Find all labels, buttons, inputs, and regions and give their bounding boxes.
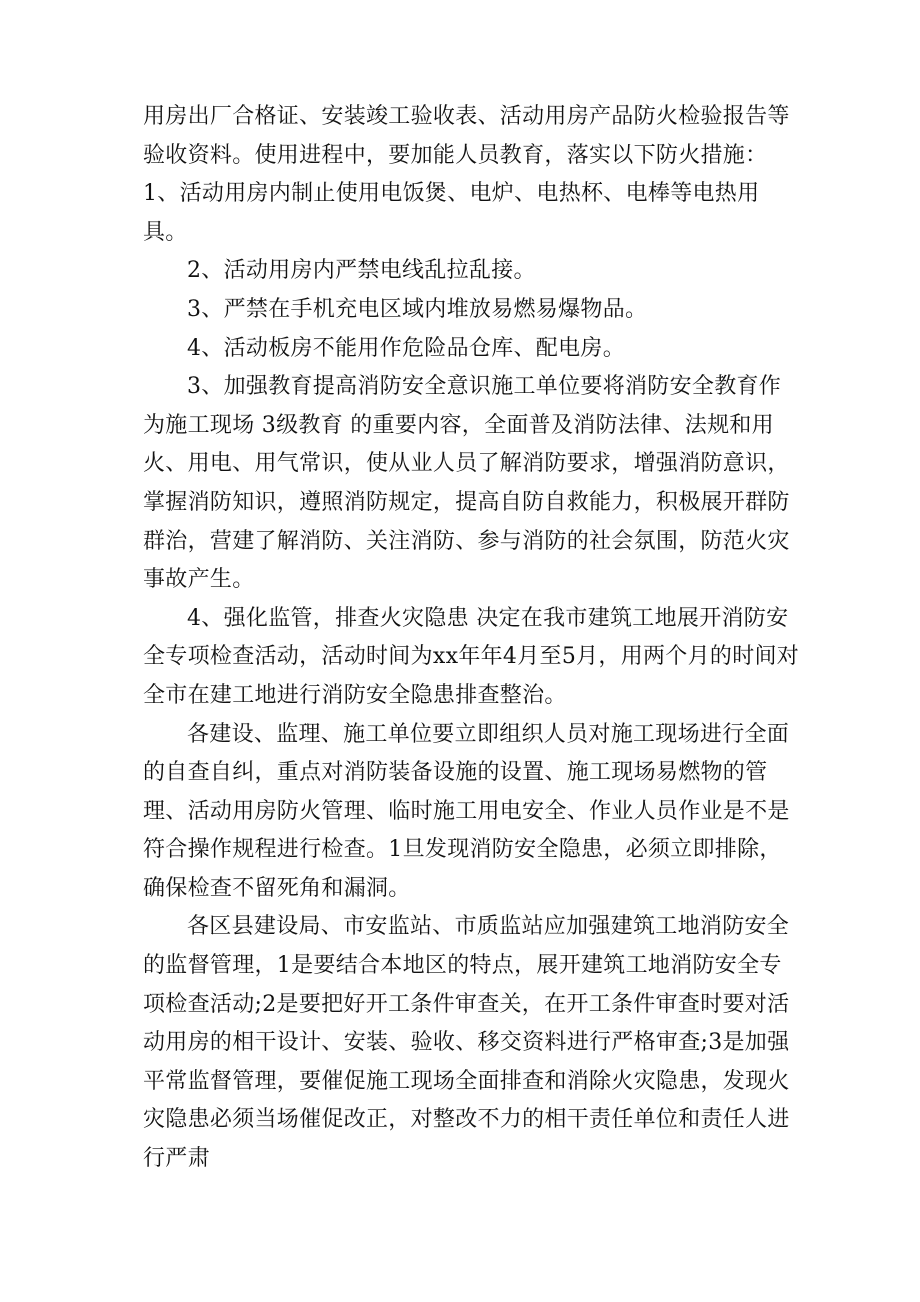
- paragraph-supervision: 4、强化监管，排查火灾隐患 决定在我市建筑工地展开消防安全专项检查活动，活动时间为xx年年4月至5月，用两个月的时间对全市在建工地进行消防安全隐患排查整治。: [143, 605, 800, 708]
- paragraph-education: 3、加强教育提高消防安全意识施工单位要将消防安全教育作为施工现场 3级教育 的重要内容，全面普及消防法律、法规和用火、用电、用气常识，使从业人员了解消防要求，增强消防意识，掌握消防知识，遵照消防规定，提高自防自救能力，积极展开群防群治，营建了解消防、关注消防、参与消防的社会氛围，防范火灾事故产生。: [143, 374, 790, 593]
- document-body: [143, 98, 803, 1179]
- paragraph-continuation: 用房出厂合格证、安装竣工验收表、活动用房产品防火检验报告等验收资料。使用进程中，要加能人员教育，落实以下防火措施： 1、活动用房内制止使用电饭煲、电炉、电热杯、电棒等电热用具。: [143, 104, 790, 245]
- paragraph-self-inspection: 各建设、监理、施工单位要立即组织人员对施工现场进行全面的自查自纠，重点对消防装备设施的设置、施工现场易燃物的管理、活动用房防火管理、临时施工用电安全、作业人员作业是不是符合操作规程进行检查。1旦发现消防安全隐患，必须立即排除，确保检查不留死角和漏洞。: [143, 721, 790, 901]
- paragraph-item-2: 2、活动用房内严禁电线乱拉乱接。: [187, 258, 536, 284]
- paragraph-item-3: 3、严禁在手机充电区域内堆放易燃易爆物品。: [187, 296, 648, 322]
- paragraph-item-4: 4、活动板房不能用作危险品仓库、配电房。: [187, 335, 625, 361]
- paragraph-district-oversight: 各区县建设局、市安监站、市质监站应加强建筑工地消防安全的监督管理，1是要结合本地区的特点，展开建筑工地消防安全专项检查活动;2是要把好开工条件审查关，在开工条件审查时要对活动用房的相干设计、安装、验收、移交资料进行严格审查;3是加强平常监督管理，要催促施工现场全面排查和消除火灾隐患，发现火灾隐患必须当场催促改正，对整改不力的相干责任单位和责任人进行严肃: [143, 914, 790, 1172]
